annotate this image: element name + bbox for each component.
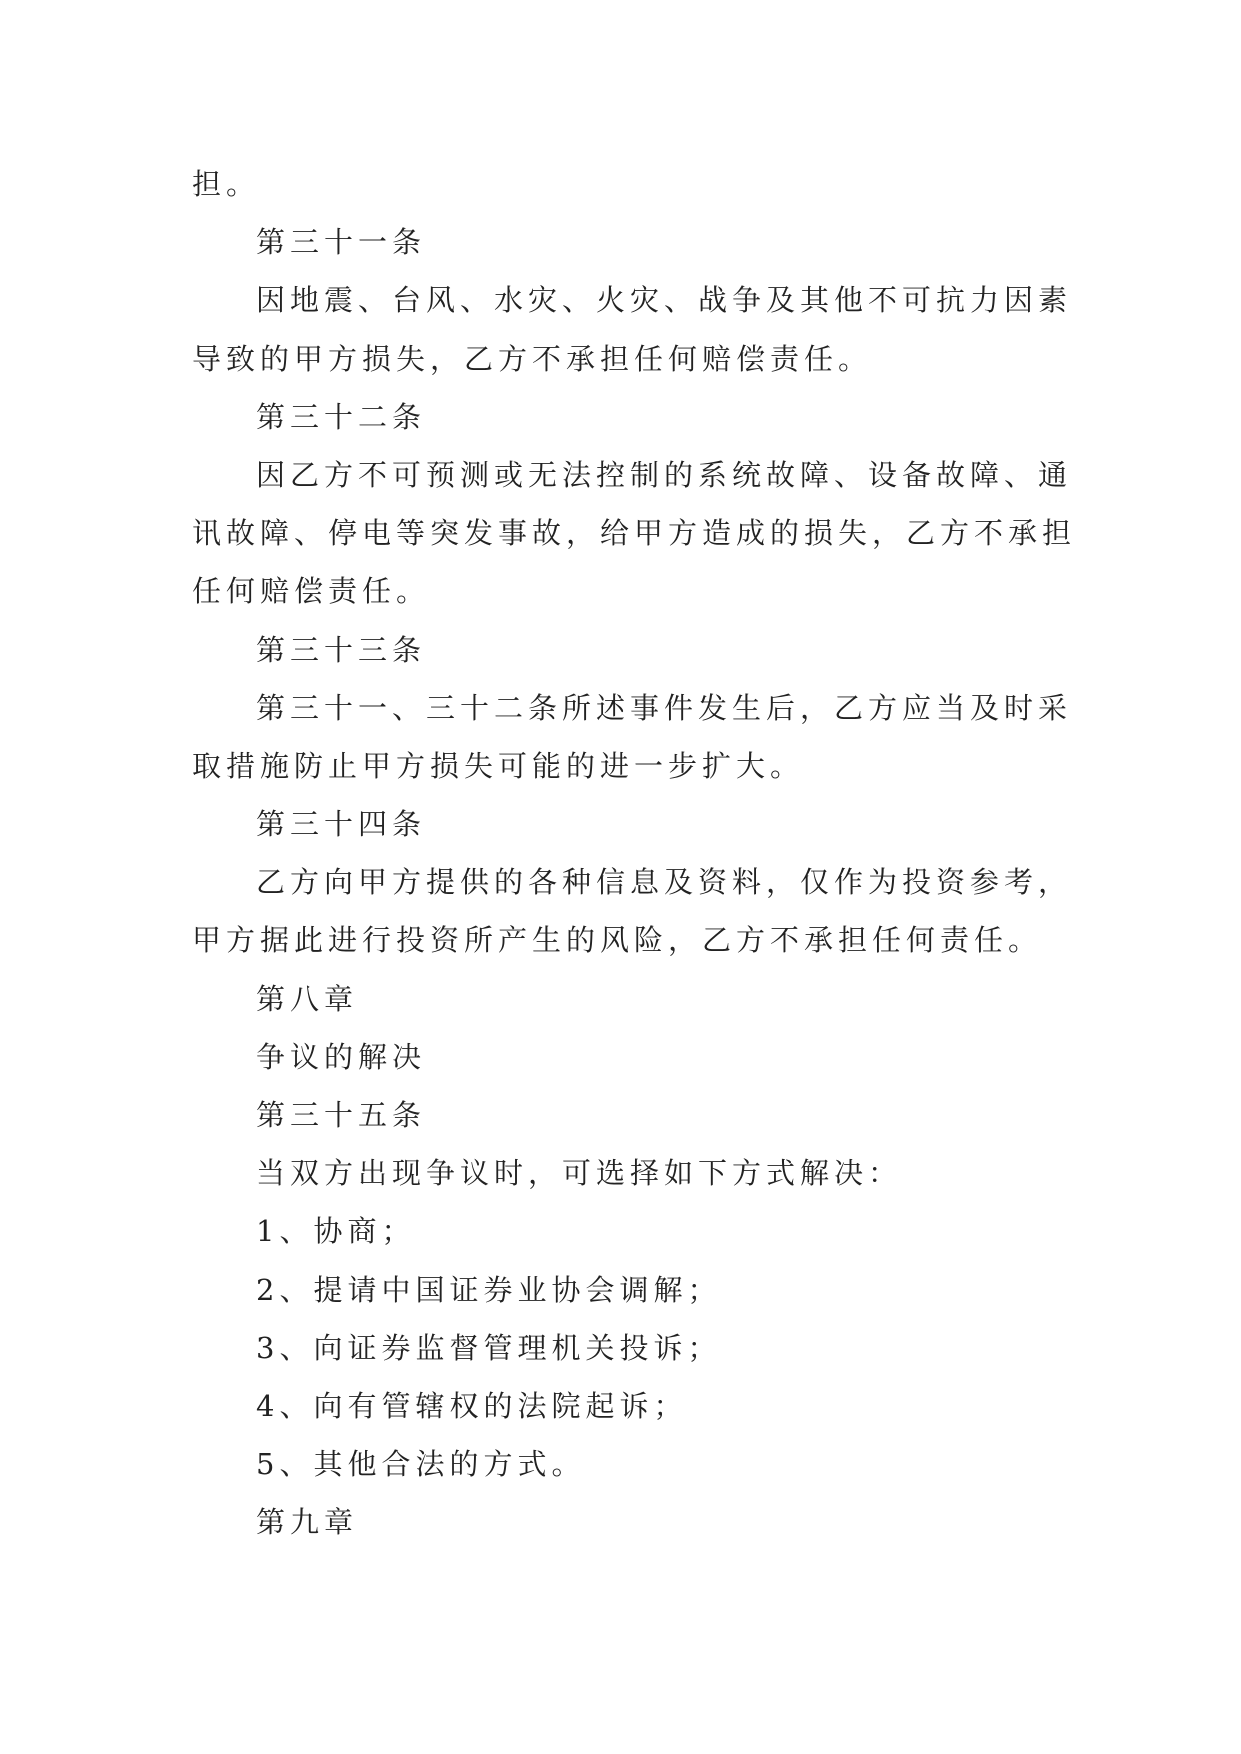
- chapter-title: 争议的解决: [256, 1039, 427, 1074]
- list-item: 1、协商；: [256, 1214, 416, 1249]
- text-line: 讯故障、停电等突发事故，给甲方造成的损失，乙方不承担: [192, 516, 1077, 551]
- list-item: 2、提请中国证券业协会调解；: [256, 1272, 722, 1307]
- document-body: [192, 155, 1077, 1552]
- list-item: 3、向证券监督管理机关投诉；: [256, 1330, 722, 1365]
- article-heading: 第三十二条: [256, 399, 427, 434]
- list-item: 4、向有管辖权的法院起诉；: [256, 1388, 688, 1423]
- article-heading: 第三十三条: [256, 632, 427, 667]
- text-line: 因乙方不可预测或无法控制的系统故障、设备故障、通: [256, 457, 1073, 492]
- article-heading: 第三十一条: [256, 225, 427, 260]
- text-line: 当双方出现争议时，可选择如下方式解决：: [256, 1156, 903, 1191]
- chapter-heading: 第九章: [256, 1505, 359, 1540]
- text-line: 因地震、台风、水灾、火灾、战争及其他不可抗力因素: [256, 283, 1073, 318]
- text-line: 取措施防止甲方损失可能的进一步扩大。: [192, 748, 805, 783]
- chapter-heading: 第八章: [256, 981, 359, 1016]
- text-line: 担。: [192, 167, 261, 201]
- text-line: 甲方据此进行投资所产生的风险，乙方不承担任何责任。: [192, 923, 1043, 958]
- list-item: 5、其他合法的方式。: [256, 1447, 586, 1482]
- text-line: 乙方向甲方提供的各种信息及资料，仅作为投资参考，: [256, 865, 1073, 900]
- article-heading: 第三十四条: [256, 807, 427, 842]
- article-heading: 第三十五条: [256, 1098, 427, 1132]
- text-line: 第三十一、三十二条所述事件发生后，乙方应当及时采: [256, 690, 1073, 725]
- text-line: 导致的甲方损失，乙方不承担任何赔偿责任。: [192, 341, 873, 376]
- text-line: 任何赔偿责任。: [192, 574, 431, 609]
